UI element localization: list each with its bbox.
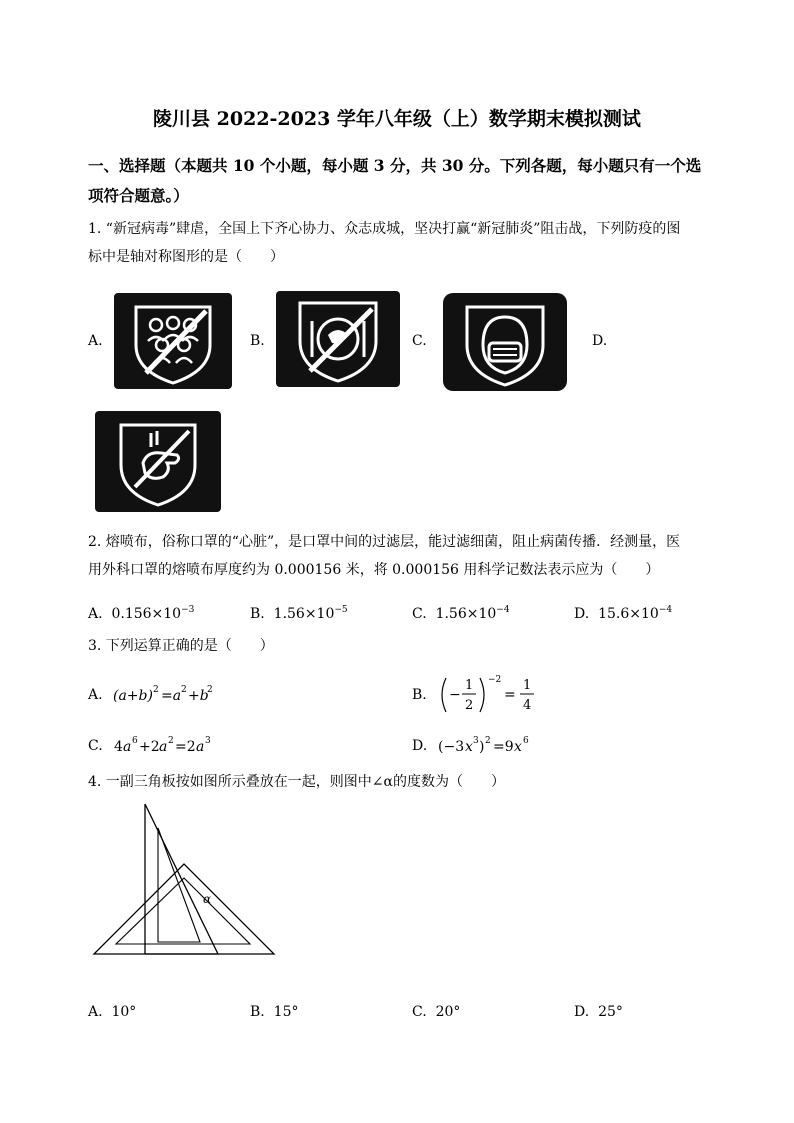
q3-option-c-letter: C. [88,738,103,754]
svg-text:=a: =a [161,688,182,704]
svg-text:(a+b): (a+b) [113,688,154,704]
q3-option-a-formula [111,684,231,706]
q4-option-c-letter: C. [412,1004,427,1020]
question-4-stem: 4. 一副三角板按如图所示叠放在一起，则图中∠α的度数为（ ） [88,774,505,790]
q3-option-a-letter: A. [88,687,103,703]
svg-text:−: − [448,687,461,703]
q4-option-b[interactable] [250,1002,298,1022]
question-1-line-2: 标中是轴对称图形的是（ ） [88,249,284,265]
svg-text:): ) [479,739,485,755]
svg-text:3: 3 [204,736,211,746]
q2-option-a-base: 0.156×10 [111,606,182,622]
question-2-line-2: 用外科口罩的熔喷布厚度约为 0.000156 米，将 0.000156 用科学记数法表示应为（ ） [88,562,660,578]
svg-text:6: 6 [523,736,529,746]
svg-text:2: 2 [485,736,491,746]
q2-option-b[interactable] [250,600,348,624]
q3-option-a[interactable] [88,684,231,706]
svg-text:=2: =2 [174,739,196,755]
section-heading [88,151,718,211]
q3-option-d-letter: D. [412,738,428,754]
q2-option-d-base: 15.6×10 [598,606,659,622]
svg-text:2: 2 [181,685,188,695]
q4-option-a-value: 10° [111,1004,137,1020]
svg-text:2: 2 [464,698,473,713]
q3-option-c[interactable] [88,735,222,757]
svg-text:1: 1 [522,678,531,693]
triangle-rulers-figure [90,802,280,958]
q2-option-c-letter: C. [412,606,427,622]
svg-text:=: = [503,687,516,703]
no-gathering-icon[interactable] [114,293,232,389]
svg-text:(−3: (−3 [438,739,465,755]
wear-mask-icon[interactable] [443,293,567,391]
q2-option-b-exp: −5 [334,605,348,615]
q2-option-b-base: 1.56×10 [273,606,335,622]
svg-text:x: x [514,739,522,755]
question-2-stem [88,528,714,584]
svg-text:2: 2 [167,736,174,746]
q2-option-d-exp: −4 [658,605,673,615]
q3-option-b-letter: B. [412,687,427,703]
q3-option-b-formula [436,672,546,718]
svg-text:4: 4 [113,739,123,755]
svg-text:a: a [122,739,131,755]
svg-text:a: a [195,739,204,755]
q3-option-d-formula [436,735,556,757]
q3-option-b[interactable] [412,672,546,718]
q2-option-a-exp: −3 [181,605,195,615]
q1-option-a-label: A. [88,333,103,349]
q4-option-a[interactable] [88,1002,136,1022]
q2-option-b-letter: B. [250,606,265,622]
section-heading-line-2: 项符合题意。） [88,186,189,205]
wash-hands-icon[interactable] [95,411,221,512]
q2-option-a[interactable] [88,600,194,624]
svg-text:x: x [465,739,473,755]
svg-text:a: a [158,739,167,755]
q4-option-d[interactable] [574,1002,623,1022]
q2-option-a-letter: A. [88,606,103,622]
svg-text:=9: =9 [493,739,514,755]
q1-option-d-label: D. [592,333,608,349]
q1-option-b-label: B. [250,333,265,349]
svg-text:−2: −2 [487,675,501,685]
svg-text:2: 2 [153,685,160,695]
q2-option-c-base: 1.56×10 [435,606,497,622]
question-2-line-1: 2. 熔喷布，俗称口罩的“心脏”，是口罩中间的过滤层，能过滤细菌，阻止病菌传播．经测量，医 [88,534,681,550]
svg-text:4: 4 [522,698,531,713]
no-wild-animals-icon[interactable] [276,291,400,387]
q2-option-c-exp: −4 [496,605,510,615]
question-3-stem: 3. 下列运算正确的是（ ） [88,638,274,654]
q4-option-d-letter: D. [574,1004,590,1020]
q4-option-a-letter: A. [88,1004,103,1020]
q4-option-d-value: 25° [598,1004,623,1020]
section-heading-line-1: 一、选择题（本题共 10 个小题，每小题 3 分，共 30 分。下列各题，每小题只有一个选 [88,156,702,175]
q2-option-c[interactable] [412,600,510,624]
question-1-stem [88,215,714,271]
q4-option-b-letter: B. [250,1004,265,1020]
svg-text:+2: +2 [138,739,160,755]
q3-option-c-formula [112,735,222,757]
svg-text:1: 1 [464,678,473,693]
svg-text:+b: +b [188,688,210,704]
q2-option-d-letter: D. [574,606,590,622]
question-1-line-1: 1. “新冠病毒”肆虐，全国上下齐心协力、众志成城，坚决打赢“新冠肺炎”阻击战，下列防疫的图 [88,221,681,237]
q3-option-d[interactable] [412,735,556,757]
q2-option-d[interactable] [574,600,672,624]
svg-text:3: 3 [473,736,479,746]
page-title: 陵川县 2022-2023 学年八年级（上）数学期末模拟测试 [153,108,641,130]
q4-option-b-value: 15° [273,1004,299,1020]
q1-option-c-label: C. [412,333,427,349]
alpha-label: α [203,892,212,906]
q4-option-c-value: 20° [435,1004,461,1020]
svg-text:6: 6 [131,736,138,746]
svg-text:2: 2 [207,685,214,695]
q4-option-c[interactable] [412,1002,460,1022]
